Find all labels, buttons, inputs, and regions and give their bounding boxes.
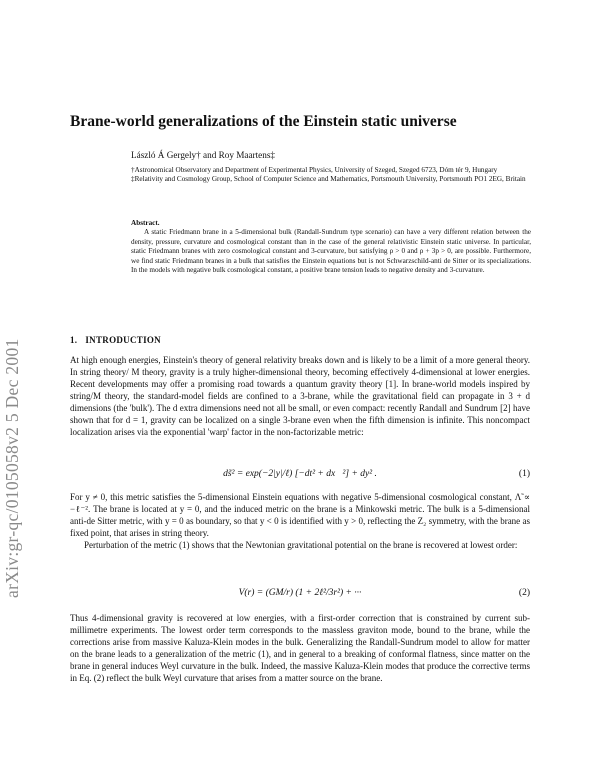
- abstract-text: A static Friedmann brane in a 5-dimensional bulk (Randall-Sundrum type scenario) can have a very different relation between the density, pressure, curvature and cosmological constant than in the case of the general relativistic Einstein static universe. In particular, static Friedmann branes with zero cosmological constant and 3-curvature, but satisfying ρ > 0 and ρ + 3p > 0, are possible. Furthermore, we find static Friedmann branes in a bulk that satisfies the Einstein equations but is not Schwarzschild-anti de Sitter or its specializations. In the models with negative bulk cosmological constant, a positive brane tension leads to negative density and 3-curvature.: [131, 228, 531, 275]
- arxiv-id: arXiv:gr-qc/0105058v2 5 Dec 2001: [2, 338, 22, 598]
- equation-number: (1): [518, 469, 530, 479]
- equation-1: [70, 469, 530, 483]
- equation-2: [70, 582, 530, 606]
- section-number: 1.: [70, 335, 78, 345]
- affiliations: [131, 166, 531, 185]
- paper-title: Brane-world generalizations of the Einstein static universe: [70, 113, 457, 130]
- paragraph-text: Perturbation of the metric (1) shows that the Newtonian gravitational potential on the brane is recovered at lowest order:: [84, 540, 518, 550]
- paragraph-text: At high enough energies, Einstein's theory of general relativity breaks down and is likely to be a limit of a more general theory. In string theory/ M theory, gravity is a truly higher-dimensional theory, becoming effectively 4-dimensional at lower energies. Recent developments may offer a promising road towards a quantum gravity theory [1]. In brane-world models inspired by string/M theory, the standard-model fields are confined to a 3-brane, while the gravitational field can propagate in 3 + d dimensions (the 'bulk'). The d extra dimensions need not all be small, or even compact: recently Randall and Sundrum [2] have shown that for d = 1, gravity can be localized on a single 3-brane even when the fifth dimension is infinite. This noncompact localization arises via the exponential 'warp' factor in the non-factorizable metric:: [70, 355, 530, 437]
- abstract-label: Abstract.: [131, 219, 160, 227]
- affiliation: †Astronomical Observatory and Department of Experimental Physics, University of Szeged, Szeged 6723, Dóm tér 9, Hungary: [131, 166, 498, 174]
- equation-expression: ds̃² = exp(−2|y|/ℓ) [−dt² + dx⃗²] + dy² .: [223, 469, 377, 479]
- paragraph: [70, 491, 530, 551]
- equation-number: (2): [518, 588, 530, 598]
- paragraph: [70, 612, 530, 684]
- paragraph-text: For y ≠ 0, this metric satisfies the 5-dimensional Einstein equations with negative 5-dimensional cosmological constant, Λ̃ ∝ −ℓ⁻². The brane is located at y = 0, and the induced metric on the brane is a Minkowski metric. The bulk is a 5-dimensional anti-de Sitter metric, with y = 0 as boundary, so that y < 0 is identified with y > 0, reflecting the Z₂ symmetry, with the brane as fixed point, that arises in string theory.: [70, 492, 530, 538]
- paragraph: [70, 354, 530, 438]
- section-title: INTRODUCTION: [85, 335, 161, 345]
- section-heading: [70, 335, 161, 345]
- paragraph-text: Thus 4-dimensional gravity is recovered at low energies, with a first-order correction that is constrained by current sub-millimetre experiments. The lowest order term corresponds to the massless graviton mode, bound to the brane, while the corrections arise from massive Kaluza-Klein modes in the bulk. Generalizing the Randall-Sundrum model to allow for matter on the brane leads to a generalization of the metric (1), and in general to a breaking of conformal flatness, since matter on the brane in general induces Weyl curvature in the bulk. Indeed, the massive Kaluza-Klein modes that produce the corrective terms in Eq. (2) reflect the bulk Weyl curvature that arises from a matter source on the brane.: [70, 613, 530, 683]
- abstract: [131, 219, 531, 275]
- authors: László Á Gergely† and Roy Maartens‡: [131, 150, 275, 160]
- affiliation: ‡Relativity and Cosmology Group, School of Computer Science and Mathematics, Portsmouth University, Portsmouth PO1 2EG, Britain: [131, 175, 526, 184]
- equation-expression: V(r) = (GM/r) (1 + 2ℓ²/3r²) + ···: [238, 588, 362, 598]
